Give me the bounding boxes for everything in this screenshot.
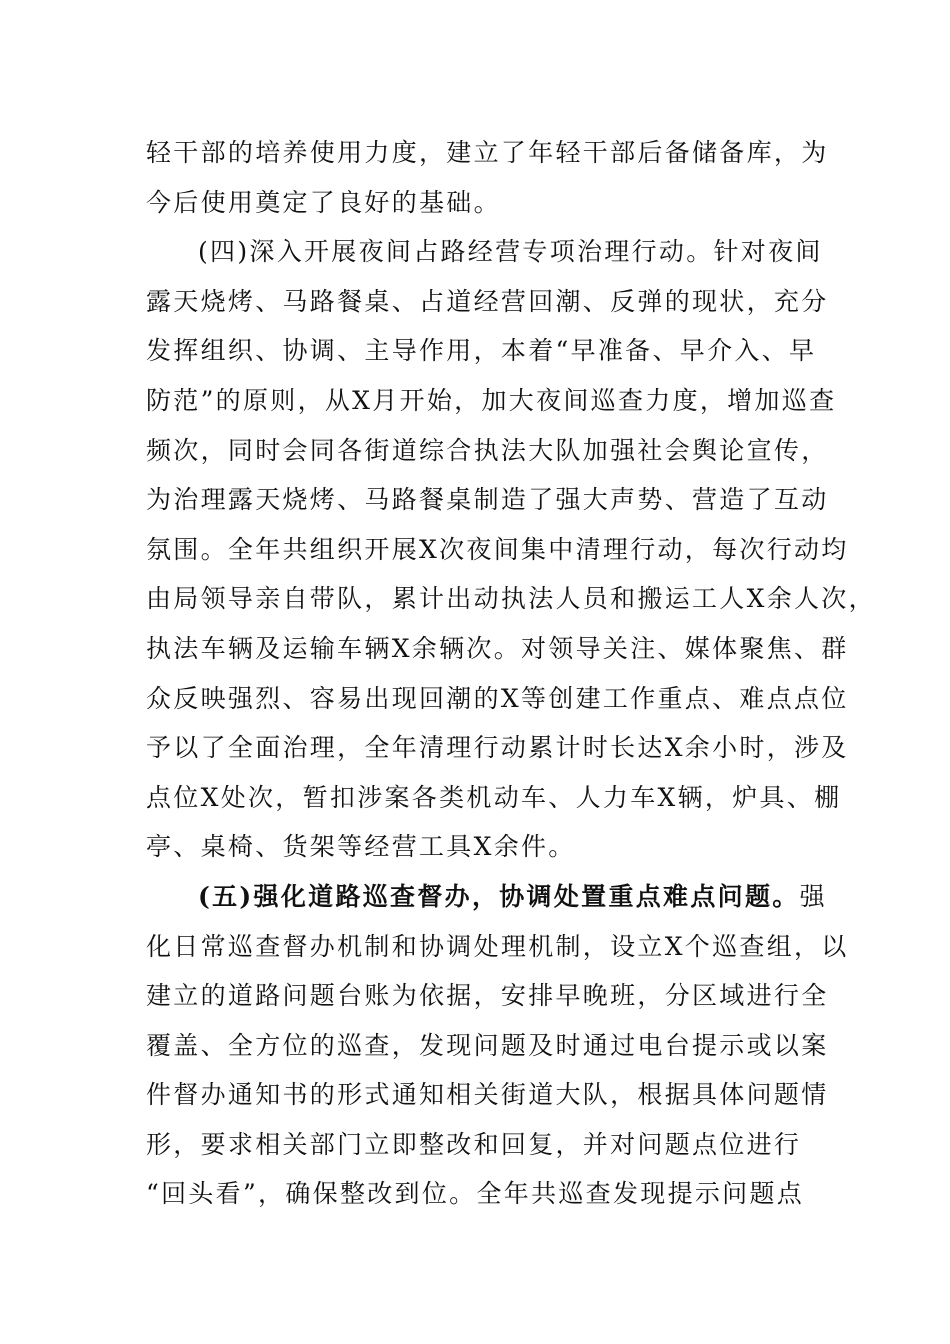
text-line: 覆盖、全方位的巡查，发现问题及时通过电台提示或以案 [146,1030,829,1060]
text-line: 频次，同时会同各街道综合执法大队加强社会舆论宣传， [146,435,829,465]
text-line: “回头看”，确保整改到位。全年共巡查发现提示问题点 [146,1179,805,1209]
text-line: 众反映强烈、容易出现回潮的X等创建工作重点、难点点位 [146,683,849,713]
text-line: 露天烧烤、马路餐桌、占道经营回潮、反弹的现状，充分 [146,286,829,316]
text-line: 化日常巡查督办机制和协调处理机制，设立X个巡查组，以 [146,931,849,961]
text-fragment: 强 [799,881,827,911]
text-line: 由局领导亲自带队，累计出动执法人员和搬运工人X余人次， [146,584,876,614]
text-line: 建立的道路问题台账为依据，安排早晚班，分区域进行全 [146,981,829,1011]
text-line: 发挥组织、协调、主导作用，本着“早准备、早介入、早 [146,336,817,366]
section-heading-5: (五)强化道路巡查督办，协调处置重点难点问题。 [198,881,800,911]
section-heading-5-line [146,872,827,922]
text-line: 形，要求相关部门立即整改和回复，并对问题点位进行 [146,1129,802,1159]
text-line: 件督办通知书的形式通知相关街道大队，根据具体问题情 [146,1080,829,1110]
text-line: 执法车辆及运输车辆X余辆次。对领导关注、媒体聚焦、群 [146,633,849,663]
text-line: 予以了全面治理，全年清理行动累计时长达X余小时，涉及 [146,733,849,763]
text-line: 防范”的原则，从X月开始，加大夜间巡查力度，增加巡查 [146,385,837,415]
section-heading-4: (四)深入开展夜间占路经营专项治理行动。针对夜间 [198,237,823,267]
text-line: 轻干部的培养使用力度，建立了年轻干部后备储备库，为 [146,138,829,167]
text-line: 为治理露天烧烤、马路餐桌制造了强大声势、营造了互动 [146,485,829,515]
text-line: 氛围。全年共组织开展X次夜间集中清理行动，每次行动均 [146,534,849,564]
text-line: 点位X处次，暂扣涉案各类机动车、人力车X辆，炉具、棚 [146,782,842,812]
text-line: 亭、桌椅、货架等经营工具X余件。 [146,832,576,862]
body-text [146,128,876,1219]
text-line: 今后使用奠定了良好的基础。 [146,187,501,217]
